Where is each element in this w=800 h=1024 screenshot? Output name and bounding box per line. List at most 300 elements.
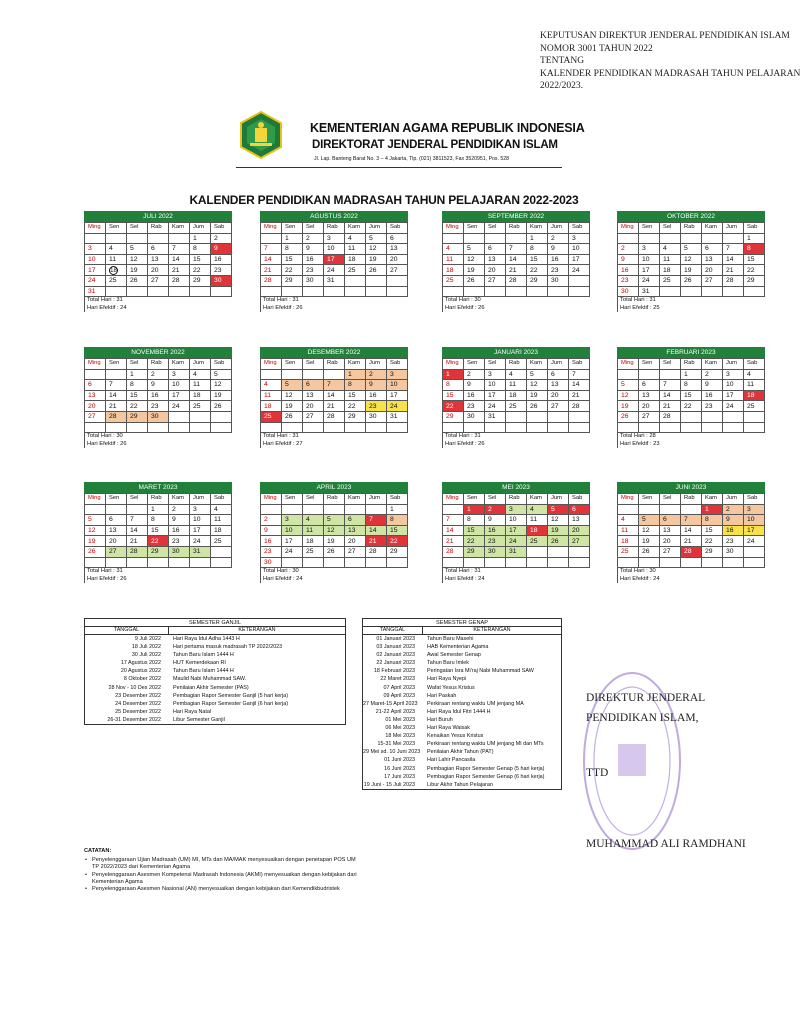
day-cell: 19: [639, 536, 660, 547]
day-cell: 18: [618, 536, 639, 547]
day-cell: 28: [127, 546, 148, 557]
day-cell: [261, 286, 282, 297]
event-description: Kenaikan Yesus Kristus: [427, 733, 484, 740]
semester-genap-table: [362, 618, 562, 790]
day-cell: 6: [548, 369, 569, 380]
note-item: • Penyelenggaraan Asesmen Nasional (AN) menyesuaikan dengan kebijakan dari Kemendikbudristek: [84, 886, 364, 893]
day-cell: 15: [148, 525, 169, 536]
day-cell: 22: [527, 265, 548, 276]
day-cell: 26: [211, 401, 232, 412]
day-cell: 19: [85, 536, 106, 547]
table-header: [84, 627, 346, 635]
day-cell: [527, 557, 548, 568]
event-description: Penilaian Akhir Tahun (PAT): [427, 749, 494, 756]
day-cell: 23: [148, 401, 169, 412]
day-cell: 6: [148, 244, 169, 255]
day-cell: 28: [681, 546, 702, 557]
day-cell: [702, 557, 723, 568]
day-name: Jum: [723, 223, 744, 234]
day-cell: [324, 286, 345, 297]
day-cell: 27: [702, 275, 723, 286]
total-days: Total Hari : 31: [263, 297, 299, 304]
event-date: 30 Juli 2022: [131, 652, 161, 659]
day-cell: [387, 286, 408, 297]
day-name: Sen: [106, 223, 127, 234]
day-cell: 21: [723, 265, 744, 276]
day-cell: 12: [618, 390, 639, 401]
day-cell: [660, 422, 681, 433]
day-name: Ming: [618, 223, 639, 234]
event-description: Awal Semester Genap: [427, 652, 481, 659]
day-cell: [723, 233, 744, 244]
day-cell: 8: [190, 244, 211, 255]
day-cell: 14: [506, 254, 527, 265]
day-cell: 24: [169, 401, 190, 412]
day-cell: [527, 286, 548, 297]
total-days: Total Hari : 31: [263, 433, 299, 440]
org-name: KEMENTERIAN AGAMA REPUBLIK INDONESIA: [310, 121, 585, 135]
day-cell: 9: [303, 244, 324, 255]
day-cell: 29: [464, 546, 485, 557]
day-cell: 12: [324, 525, 345, 536]
day-cell: 18: [527, 525, 548, 536]
event-date: 18 Juli 2022: [131, 644, 161, 651]
event-date: 28 Nov - 10 Des 2022: [108, 684, 161, 691]
day-cell: [282, 557, 303, 568]
day-cell: [85, 422, 106, 433]
day-cell: 5: [548, 504, 569, 515]
day-cell: 30: [169, 546, 190, 557]
table-row: [363, 756, 561, 764]
month-title: SEPTEMBER 2022: [442, 211, 590, 222]
day-cell: [548, 546, 569, 557]
day-cell: 3: [190, 504, 211, 515]
day-cell: 6: [303, 380, 324, 391]
day-name: Sab: [211, 223, 232, 234]
month-calendar: [260, 211, 408, 312]
day-cell: [148, 233, 169, 244]
day-cell: 15: [744, 254, 765, 265]
table-row: [363, 748, 561, 756]
event-description: Tahun Baru Islam 1444 H: [173, 652, 234, 659]
day-cell: [569, 546, 590, 557]
effective-days: Hari Efektif : 27: [263, 440, 303, 447]
day-cell: 25: [506, 401, 527, 412]
day-cell: [464, 233, 485, 244]
event-description: HUT Kemerdekaan RI: [173, 660, 226, 667]
day-cell: 19: [211, 390, 232, 401]
day-cell: 19: [324, 536, 345, 547]
day-cell: 13: [569, 515, 590, 526]
day-cell: 30: [485, 546, 506, 557]
day-cell: 1: [527, 233, 548, 244]
day-cell: [261, 504, 282, 515]
month-summary: [260, 297, 408, 312]
table-row: [363, 740, 561, 748]
day-cell: [169, 286, 190, 297]
month-title: JULI 2022: [84, 211, 232, 222]
day-cell: 3: [387, 369, 408, 380]
day-cell: 1: [282, 233, 303, 244]
day-cell: [443, 504, 464, 515]
table-row: [363, 732, 561, 740]
day-cell: 4: [660, 244, 681, 255]
day-cell: 24: [190, 536, 211, 547]
day-name: Jum: [190, 223, 211, 234]
event-date: 15-31 Mei 2023: [377, 741, 415, 748]
day-cell: 6: [639, 380, 660, 391]
day-cell: 14: [723, 254, 744, 265]
day-cell: 9: [261, 525, 282, 536]
day-name: Jum: [548, 359, 569, 370]
day-cell: 6: [106, 515, 127, 526]
day-cell: 20: [387, 254, 408, 265]
day-cell: 24: [85, 275, 106, 286]
day-name: Ming: [443, 223, 464, 234]
day-cell: 25: [443, 275, 464, 286]
day-cell: 8: [464, 515, 485, 526]
day-cell: 9: [548, 244, 569, 255]
day-cell: 14: [106, 390, 127, 401]
day-cell: 2: [485, 504, 506, 515]
day-name: Sen: [106, 359, 127, 370]
day-cell: 22: [702, 536, 723, 547]
day-cell: [702, 411, 723, 422]
day-cell: 7: [324, 380, 345, 391]
day-cell: [506, 422, 527, 433]
total-days: Total Hari : 31: [620, 297, 656, 304]
day-cell: [485, 233, 506, 244]
day-cell: 13: [485, 254, 506, 265]
day-cell: 4: [506, 369, 527, 380]
day-name: Sab: [569, 494, 590, 505]
day-cell: 18: [345, 254, 366, 265]
total-days: Total Hari : 31: [87, 297, 123, 304]
day-cell: 17: [723, 390, 744, 401]
table-row: [363, 700, 561, 708]
day-cell: 5: [282, 380, 303, 391]
day-cell: [366, 422, 387, 433]
day-cell: 2: [702, 369, 723, 380]
day-cell: 27: [85, 411, 106, 422]
day-cell: 3: [569, 233, 590, 244]
table-row: [85, 643, 345, 651]
signature-ttd: TTD: [586, 767, 609, 779]
day-cell: 9: [169, 515, 190, 526]
day-cell: 14: [660, 390, 681, 401]
day-cell: 15: [527, 254, 548, 265]
col-date-header: TANGGAL: [363, 627, 423, 634]
day-cell: [618, 233, 639, 244]
total-days: Total Hari : 30: [263, 568, 299, 575]
day-cell: [485, 286, 506, 297]
day-cell: [618, 369, 639, 380]
day-cell: 29: [190, 275, 211, 286]
day-name: Sen: [106, 494, 127, 505]
day-cell: [548, 286, 569, 297]
day-name: Kam: [527, 494, 548, 505]
day-cell: 17: [169, 390, 190, 401]
day-name: Rab: [681, 223, 702, 234]
day-cell: [190, 286, 211, 297]
event-description: Tahun Baru Imlek: [427, 660, 469, 667]
day-cell: 14: [569, 380, 590, 391]
day-cell: [106, 422, 127, 433]
day-name: Kam: [527, 223, 548, 234]
event-date: 22 Maret 2023: [380, 676, 415, 683]
event-date: 18 Februari 2023: [373, 668, 415, 675]
day-cell: 20: [485, 265, 506, 276]
day-cell: 11: [443, 254, 464, 265]
day-name: Jum: [366, 494, 387, 505]
day-cell: 26: [324, 546, 345, 557]
day-cell: 17: [639, 265, 660, 276]
day-cell: [127, 557, 148, 568]
month-title: AGUSTUS 2022: [260, 211, 408, 222]
note-item: • Penyelenggaraan Asesmen Kompetensi Madrasah Indonesia (AKMI) menyesuaikan dengan kebijakan dari Kementerian Agama: [84, 872, 364, 886]
effective-days: Hari Efektif : 26: [445, 440, 485, 447]
day-name: Sab: [387, 359, 408, 370]
day-name: Rab: [681, 359, 702, 370]
semester-title: SEMESTER GENAP: [362, 618, 562, 627]
day-cell: 28: [569, 401, 590, 412]
day-cell: [506, 557, 527, 568]
day-cell: 8: [282, 244, 303, 255]
day-cell: 31: [190, 546, 211, 557]
day-cell: 22: [190, 265, 211, 276]
day-cell: [527, 411, 548, 422]
day-name: Ming: [618, 359, 639, 370]
total-days: Total Hari : 31: [445, 433, 481, 440]
event-date: 20 Agustus 2022: [120, 668, 161, 675]
day-cell: [261, 369, 282, 380]
day-cell: 29: [744, 275, 765, 286]
month-summary: [442, 297, 590, 312]
day-cell: 3: [169, 369, 190, 380]
day-cell: 16: [169, 525, 190, 536]
decree-line: 2022/2023.: [540, 81, 584, 91]
day-cell: 2: [464, 369, 485, 380]
day-name: Sab: [211, 359, 232, 370]
day-cell: 7: [127, 515, 148, 526]
day-cell: 18: [506, 390, 527, 401]
day-cell: 2: [366, 369, 387, 380]
day-cell: [569, 286, 590, 297]
day-cell: 29: [282, 275, 303, 286]
day-cell: 6: [702, 244, 723, 255]
day-cell: 31: [387, 411, 408, 422]
day-cell: 10: [569, 244, 590, 255]
day-cell: [303, 422, 324, 433]
day-cell: [169, 422, 190, 433]
day-cell: 17: [744, 525, 765, 536]
day-cell: 17: [569, 254, 590, 265]
day-name: Sab: [744, 223, 765, 234]
day-cell: 18: [106, 265, 127, 276]
day-cell: [681, 411, 702, 422]
day-cell: [282, 369, 303, 380]
day-cell: 17: [85, 265, 106, 276]
day-cell: [527, 422, 548, 433]
day-cell: 23: [485, 536, 506, 547]
day-cell: [443, 233, 464, 244]
event-description: Hari Raya Waisak: [427, 725, 470, 732]
day-cell: [211, 422, 232, 433]
event-date: 17 Juni 2023: [384, 773, 415, 780]
day-cell: 19: [618, 401, 639, 412]
day-cell: [639, 557, 660, 568]
day-cell: 16: [702, 390, 723, 401]
day-cell: 22: [443, 401, 464, 412]
day-cell: 21: [324, 401, 345, 412]
day-name: Ming: [85, 223, 106, 234]
day-cell: 9: [464, 380, 485, 391]
decree-reference: [540, 30, 800, 93]
day-cell: 14: [127, 525, 148, 536]
day-cell: 15: [702, 525, 723, 536]
signer-title-2: PENDIDIKAN ISLAM,: [586, 712, 699, 724]
table-body: [362, 635, 562, 790]
day-cell: [723, 411, 744, 422]
total-days: Total Hari : 31: [445, 568, 481, 575]
day-cell: 14: [366, 525, 387, 536]
day-cell: 14: [324, 390, 345, 401]
day-cell: 16: [485, 525, 506, 536]
event-date: 16 Juni 2023: [384, 765, 415, 772]
day-cell: [211, 557, 232, 568]
day-cell: 9: [723, 515, 744, 526]
day-cell: 12: [85, 525, 106, 536]
event-description: Hari pertama masuk madrasah TP 2022/2023: [173, 644, 283, 651]
day-cell: 25: [527, 536, 548, 547]
day-cell: 23: [169, 536, 190, 547]
day-name: Sab: [569, 359, 590, 370]
day-cell: 24: [506, 536, 527, 547]
event-description: Hari Raya Idul Adha 1443 H: [173, 636, 240, 642]
day-cell: 15: [282, 254, 303, 265]
day-cell: [702, 233, 723, 244]
event-description: Peringatan Isra Mi'raj Nabi Muhammad SAW: [427, 668, 534, 675]
total-days: Total Hari : 30: [620, 568, 656, 575]
day-cell: 20: [702, 265, 723, 276]
day-name: Rab: [148, 359, 169, 370]
day-cell: 29: [527, 275, 548, 286]
day-cell: [387, 422, 408, 433]
day-cell: [569, 275, 590, 286]
day-name: Sel: [485, 223, 506, 234]
directorate-name: DIREKTORAT JENDERAL PENDIDIKAN ISLAM: [312, 139, 558, 151]
day-cell: 15: [443, 390, 464, 401]
table-row: [363, 684, 561, 692]
day-cell: 17: [324, 254, 345, 265]
day-cell: [106, 504, 127, 515]
day-cell: 16: [464, 390, 485, 401]
day-cell: [85, 504, 106, 515]
month-summary: [617, 297, 765, 312]
day-cell: 4: [744, 369, 765, 380]
day-cell: 23: [548, 265, 569, 276]
page-title: KALENDER PENDIDIKAN MADRASAH TAHUN PELAJARAN 2022-2023: [189, 193, 579, 207]
day-name: Sen: [639, 494, 660, 505]
day-cell: 28: [261, 275, 282, 286]
day-cell: 16: [211, 254, 232, 265]
day-name: Sen: [282, 223, 303, 234]
day-cell: 6: [387, 233, 408, 244]
day-cell: 26: [681, 275, 702, 286]
day-cell: [345, 275, 366, 286]
day-cell: 27: [569, 536, 590, 547]
month-calendar: [442, 482, 590, 583]
day-name: Kam: [702, 359, 723, 370]
day-cell: [744, 546, 765, 557]
day-cell: 25: [660, 275, 681, 286]
event-date: 06 Mei 2023: [385, 725, 415, 732]
total-days: Total Hari : 30: [87, 433, 123, 440]
month-summary: [617, 433, 765, 448]
day-name: Sel: [127, 494, 148, 505]
day-cell: [506, 286, 527, 297]
month-title: JUNI 2023: [617, 482, 765, 493]
day-cell: 26: [618, 411, 639, 422]
day-cell: 6: [660, 515, 681, 526]
day-cell: 20: [148, 265, 169, 276]
month-title: OKTOBER 2022: [617, 211, 765, 222]
day-cell: [464, 422, 485, 433]
day-cell: 9: [211, 244, 232, 255]
day-cell: 29: [345, 411, 366, 422]
day-cell: 13: [548, 380, 569, 391]
day-name: Rab: [324, 359, 345, 370]
day-cell: 28: [660, 411, 681, 422]
effective-days: Hari Efektif : 26: [87, 440, 127, 447]
day-cell: 30: [548, 275, 569, 286]
day-cell: 23: [303, 265, 324, 276]
day-cell: 25: [211, 536, 232, 547]
day-cell: 8: [345, 380, 366, 391]
day-cell: [744, 422, 765, 433]
event-date: 01 Juni 2023: [384, 757, 415, 764]
event-description: Pembagian Rapor Semester Ganjil (5 hari kerja): [173, 692, 289, 699]
day-cell: [744, 411, 765, 422]
day-cell: 1: [443, 369, 464, 380]
table-row: [363, 716, 561, 724]
day-cell: 4: [190, 369, 211, 380]
day-cell: 7: [261, 244, 282, 255]
day-cell: 10: [506, 515, 527, 526]
day-cell: 6: [345, 515, 366, 526]
day-cell: 8: [443, 380, 464, 391]
day-cell: 9: [148, 380, 169, 391]
day-cell: [443, 422, 464, 433]
month-title: NOVEMBER 2022: [84, 347, 232, 358]
col-date-header: TANGGAL: [85, 627, 169, 634]
day-cell: 10: [744, 515, 765, 526]
day-cell: 16: [723, 525, 744, 536]
event-date: 21-22 April 2023: [375, 708, 415, 715]
day-cell: 23: [723, 536, 744, 547]
day-cell: 22: [282, 265, 303, 276]
day-cell: 29: [127, 411, 148, 422]
day-cell: 20: [569, 525, 590, 536]
day-cell: 2: [723, 504, 744, 515]
table-row: [85, 684, 345, 692]
note-item: • Penyelenggaraan Ujian Madrasah (UM) MI, MTs dan MA/MAK menyesuaikan dengan penetapan POS UM TP 2022/2023 dari Kementerian Agama: [84, 857, 364, 871]
total-days: Total Hari : 30: [445, 297, 481, 304]
day-name: Sel: [485, 494, 506, 505]
day-cell: 24: [387, 401, 408, 412]
day-cell: 11: [345, 244, 366, 255]
month-title: JANUARI 2023: [442, 347, 590, 358]
